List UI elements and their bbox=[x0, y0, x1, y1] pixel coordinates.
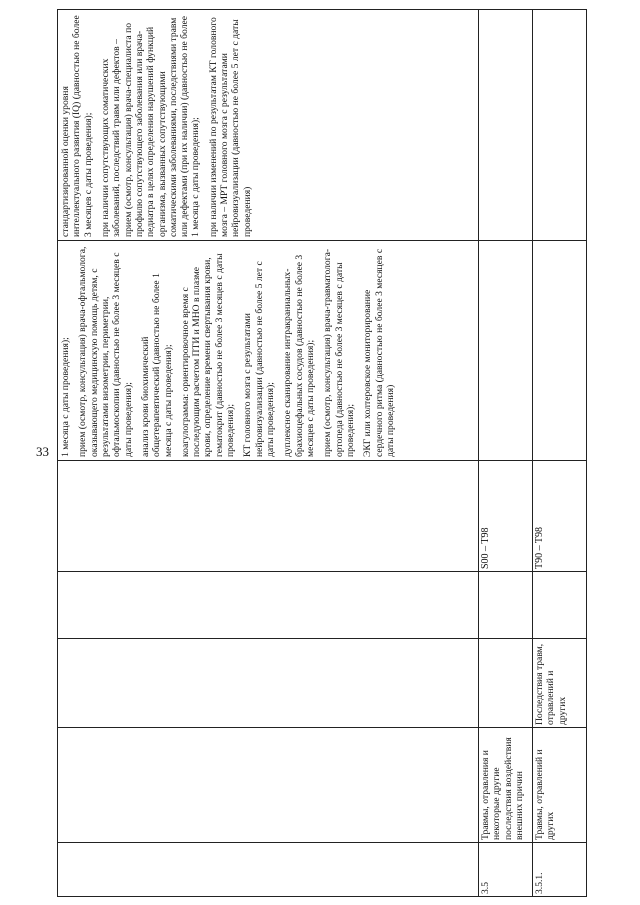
cell-name bbox=[57, 728, 478, 843]
test-item: при наличии изменений по результатам КТ головного мозга – МРТ головного мозга с результатами нейровизуализации (давностью не более 5 лет с даты проведения) bbox=[207, 17, 253, 237]
cell-code bbox=[57, 461, 478, 572]
test-item: коагулограмма: ориентировочное время с последующим расчетом ПТИ и МНО в плазме крови, определение времени свертывания крови, гематокрит (давностью не более 3 месяцев с даты проведения); bbox=[179, 253, 237, 457]
cell-extra bbox=[532, 572, 587, 639]
test-item: анализ крови биохимический общетерапевтический (давностью не более 1 месяца с даты проведения); bbox=[139, 273, 174, 457]
column-divider bbox=[57, 460, 587, 461]
cell-required-tests bbox=[478, 241, 532, 461]
row-number: 3.5 bbox=[480, 882, 491, 894]
row-subname: Последствия травм, отравлений и других bbox=[534, 643, 568, 725]
cell-required-tests bbox=[57, 241, 478, 461]
test-item: стандартизированной оценки уровня интеллектуального развития (IQ) (давностью не более 3 месяцев с даты проведения); bbox=[60, 15, 94, 237]
cell-subname bbox=[478, 639, 532, 728]
test-item: ЭКГ или холтеровское мониторирование сердечного ритма (давностью не более 3 месяцев с даты проведения) bbox=[362, 248, 396, 457]
test-item: 1 месяца с даты проведения); bbox=[60, 337, 71, 457]
row-name: Травмы, отравления и некоторые другие последствия воздействия внешних причин bbox=[480, 737, 525, 840]
requirements-table bbox=[57, 9, 587, 897]
table-row-3-5-1 bbox=[532, 9, 587, 897]
row-name: Травмы, отравлений и других bbox=[534, 749, 557, 840]
column-divider bbox=[57, 638, 587, 639]
cell-subname bbox=[57, 639, 478, 728]
test-item: прием (осмотр, консультация) врача-травматолога-ортопеда (давностью не более 3 месяцев с даты проведения); bbox=[322, 248, 356, 457]
row-number: 3.5.1. bbox=[534, 872, 545, 894]
test-item: прием (осмотр, консультация) врача-офтальмолога, оказывающего медицинскую помощь детям, с результатами визометрии, периметрии, офтальмоскопии (давностью не более 3 месяцев с даты проведения); bbox=[77, 246, 134, 457]
cell-number bbox=[57, 843, 478, 897]
table-row-3-5 bbox=[478, 9, 533, 897]
cell-extra bbox=[57, 572, 478, 639]
cell-additional-tests bbox=[532, 9, 587, 241]
test-item: дуплексное сканирование интракраниальных-брахиоцефальных сосудов (давностью не более 3 месяцев с даты проведения); bbox=[282, 254, 316, 457]
page-number: 33 bbox=[36, 444, 49, 459]
cell-additional-tests bbox=[478, 9, 532, 241]
column-divider bbox=[57, 571, 587, 572]
row-code: S00 – T98 bbox=[480, 527, 491, 569]
cell-extra bbox=[478, 572, 532, 639]
cell-required-tests bbox=[532, 241, 587, 461]
test-item: КТ головного мозга с результатами нейровизуализации (давностью не более 5 лет с даты проведения); bbox=[242, 261, 276, 457]
column-divider bbox=[57, 727, 587, 728]
cell-additional-tests bbox=[57, 9, 478, 241]
column-divider bbox=[57, 240, 587, 241]
table-row-continuation bbox=[57, 9, 479, 897]
row-code: T90 – T98 bbox=[534, 526, 545, 569]
column-divider bbox=[57, 842, 587, 843]
test-item: при наличии сопутствующих соматических заболеваний, последствий травм или дефектов – прием (осмотр, консультация) врача-специалиста по профилю сопутствующего заболевания или врача-педиатра в целях определения нарушений функций организма, вызванных сопутствующими соматическими заболеваниями, последствиями травм или дефектами (при их наличии) (давностью не более 1 месяца с даты проведения); bbox=[99, 15, 202, 237]
